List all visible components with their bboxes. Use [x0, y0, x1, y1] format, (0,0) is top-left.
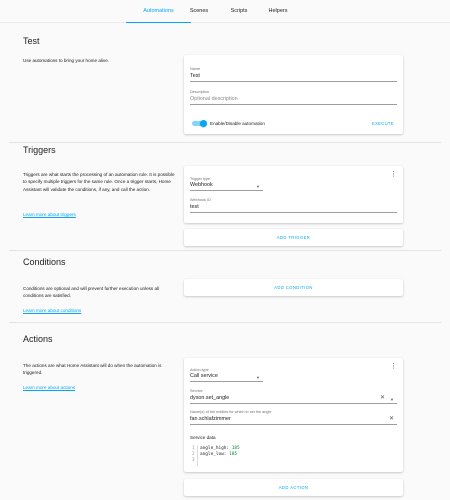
- enable-toggle[interactable]: [192, 120, 206, 126]
- tab-automations[interactable]: Automations: [126, 0, 191, 23]
- add-trigger-card[interactable]: [184, 229, 403, 246]
- execute-button[interactable]: EXECUTE: [372, 121, 394, 126]
- action-type-select[interactable]: Call service: [190, 373, 218, 379]
- action-card: [184, 358, 403, 472]
- trigger-type-underline: [190, 190, 263, 191]
- section-title-actions: Actions: [23, 334, 53, 344]
- section-divider: [9, 322, 441, 323]
- trigger-type-label: Trigger type: [190, 177, 211, 181]
- code-line: 1: [192, 446, 195, 451]
- service-field[interactable]: dyson.set_angle: [190, 395, 230, 401]
- webhook-id-field[interactable]: test: [190, 204, 199, 210]
- webhook-id-label: Webhook ID: [190, 198, 211, 202]
- service-data-editor[interactable]: [190, 445, 397, 467]
- add-trigger-button[interactable]: ADD TRIGGER: [276, 235, 311, 240]
- action-type-underline: [190, 381, 263, 382]
- triggers-description: Triggers are what starts the processing of an automation rule. It is possible to specify multiple triggers for the same rule. Once a trigger starts, Home Assistant will validate the conditions, if any, and call the action.: [23, 172, 175, 192]
- add-action-button[interactable]: ADD ACTION: [278, 485, 309, 490]
- add-condition-card[interactable]: [184, 279, 403, 296]
- trigger-menu-icon[interactable]: ⋮: [390, 171, 397, 178]
- add-action-card[interactable]: [184, 479, 403, 496]
- section-title-conditions: Conditions: [23, 257, 66, 267]
- clear-service-icon[interactable]: ✕: [380, 395, 386, 401]
- code-line: angle_high: 185: [200, 446, 240, 451]
- service-underline: [190, 403, 397, 404]
- add-condition-button[interactable]: ADD CONDITION: [274, 285, 313, 290]
- actions-description: The actions are what Home Assistant will do when the automation is triggered.: [23, 363, 162, 376]
- triggers-learn-more-link[interactable]: Learn more about triggers: [23, 212, 76, 217]
- enable-toggle-label: Enable/Disable automation: [210, 121, 265, 126]
- actions-learn-more-link[interactable]: Learn more about actions: [23, 385, 76, 390]
- name-field-underline: [190, 81, 397, 82]
- chevron-down-icon[interactable]: ▼: [256, 375, 260, 380]
- name-field-label: Name: [190, 67, 201, 71]
- entity-field[interactable]: fan.schlafzimmer: [190, 416, 231, 422]
- action-menu-icon[interactable]: ⋮: [390, 363, 397, 370]
- clear-entity-icon[interactable]: ✕: [389, 416, 395, 422]
- name-field[interactable]: Test: [190, 73, 200, 79]
- trigger-type-select[interactable]: Webhook: [190, 182, 213, 188]
- tab-scenes[interactable]: Scenes: [189, 8, 209, 14]
- section-divider: [9, 142, 441, 143]
- top-tab-bar: [0, 0, 450, 23]
- test-description: Use automations to bring your home alive.: [23, 58, 110, 63]
- tab-scripts[interactable]: Scripts: [230, 8, 248, 14]
- description-field[interactable]: Optional description: [190, 96, 238, 102]
- chevron-down-icon[interactable]: ▼: [256, 184, 260, 189]
- section-title-triggers: Triggers: [23, 145, 56, 155]
- entity-underline: [190, 424, 397, 425]
- code-line: 3: [192, 458, 195, 463]
- editor-gutter-divider: [197, 445, 198, 466]
- entity-label: Name(s) of the entities for which to set the angle: [190, 410, 272, 414]
- trigger-card: [184, 166, 403, 223]
- section-title-test: Test: [23, 36, 40, 46]
- chevron-down-icon[interactable]: ▼: [390, 397, 394, 402]
- action-type-label: Action type: [190, 368, 209, 372]
- service-data-label: Service data: [190, 435, 216, 440]
- conditions-description: Conditions are optional and will prevent further execution unless all conditions are satisfied.: [23, 286, 160, 299]
- automation-info-card: [184, 55, 403, 134]
- webhook-id-underline: [190, 212, 397, 213]
- code-line: 2: [192, 452, 195, 457]
- description-field-label: Description: [190, 90, 209, 94]
- section-divider: [9, 250, 441, 251]
- tab-helpers[interactable]: Helpers: [268, 8, 288, 14]
- description-field-underline: [190, 104, 397, 105]
- service-label: Service: [190, 389, 203, 393]
- conditions-learn-more-link[interactable]: Learn more about conditions: [23, 308, 82, 313]
- code-line: angle_low: 185: [200, 452, 238, 457]
